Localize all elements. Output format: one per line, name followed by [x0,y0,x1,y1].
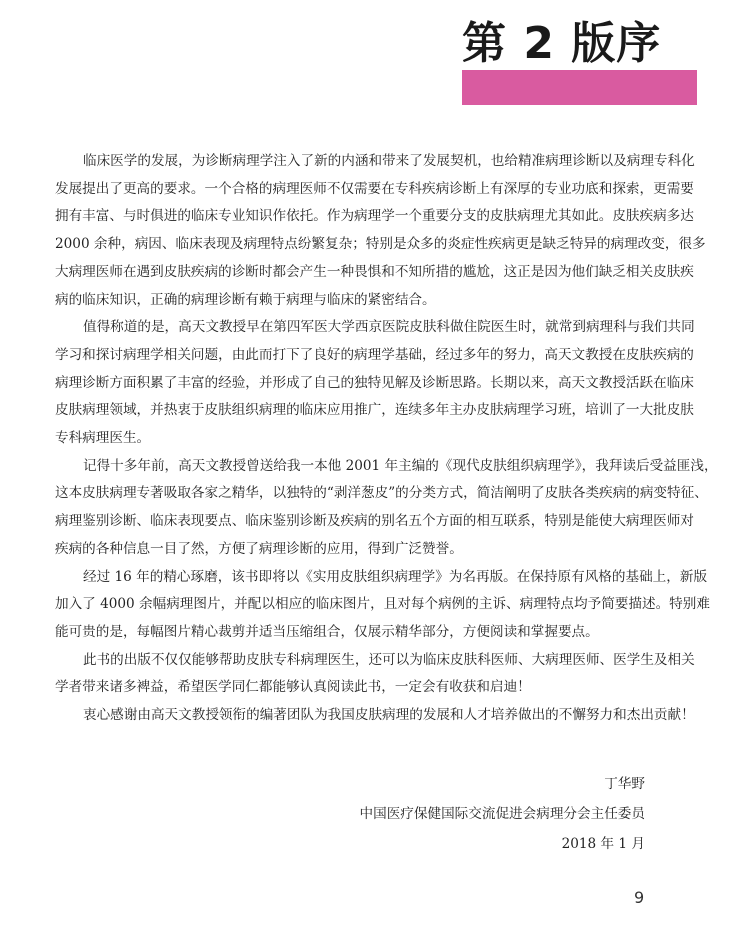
signature-date: 2018 年 1 月 [561,836,645,852]
page-title: 第 2 版序 [462,18,662,69]
paragraph [55,453,718,564]
text-line: 临床医学的发展，为诊断病理学注入了新的内涵和带来了发展契机，也给精准病理诊断以及病理专科化 [83,153,695,169]
text-line: 发展提出了更高的要求。一个合格的病理医师不仅需要在专科疾病诊断上有深厚的专业功底和探索，更需要 [55,180,694,197]
text-line: 记得十多年前，高天文教授曾送给我一本他 2001 年主编的《现代皮肤组织病理学》，我拜读后受益匪浅， [83,457,718,474]
page-number: 9 [634,888,645,907]
text-line: 拥有丰富、与时俱进的临床专业知识作依托。作为病理学一个重要分支的皮肤病理尤其如此。皮肤疾病多达 [55,208,694,225]
text-line: 学习和探讨病理学相关问题，由此而打下了良好的病理学基础，经过多年的努力，高天文教授在皮肤疾病的 [55,346,694,363]
text-line: 这本皮肤病理专著吸取各家之精华，以独特的“剥洋葱皮”的分类方式，简洁阐明了皮肤各类疾病的病变特征、 [55,485,708,502]
title-accent-bar [462,70,697,105]
paragraph [55,564,710,647]
text-line: 值得称道的是，高天文教授早在第四军医大学西京医院皮肤科做住院医生时，就常到病理科与我们共同 [83,319,695,336]
text-line: 经过 16 年的精心琢磨，该书即将以《实用皮肤组织病理学》为名再版。在保持原有风格的基础上，新版 [83,568,708,585]
text-line: 疾病的各种信息一目了然，方便了病理诊断的应用，得到广泛赞誉。 [55,540,463,557]
paragraph [55,702,695,730]
preface-body [55,148,718,730]
text-line: 2000 余种，病因、临床表现及病理特点纷繁复杂；特别是众多的炎症性疾病更是缺乏特异的病理改变，很多 [55,236,706,253]
text-line: 此书的出版不仅仅能够帮助皮肤专科病理医生，还可以为临床皮肤科医师、大病理医师、医学生及相关 [83,651,695,668]
text-line: 专科病理医生。 [55,430,151,447]
text-line: 病的临床知识，正确的病理诊断有赖于病理与临床的紧密结合。 [55,291,436,308]
paragraph [55,314,695,453]
text-line: 大病理医师在遇到皮肤疾病的诊断时都会产生一种畏惧和不知所措的尴尬，这正是因为他们缺乏相关皮肤疾 [55,263,694,280]
paragraph [55,647,695,702]
text-line: 学者带来诸多裨益，希望医学同仁都能够认真阅读此书，一定会有收获和启迪！ [55,679,531,696]
text-line: 病理诊断方面积累了丰富的经验，并形成了自己的独特见解及诊断思路。长期以来，高天文教授活跃在临床 [55,374,694,391]
text-line: 皮肤病理领域，并热衷于皮肤组织病理的临床应用推广，连续多年主办皮肤病理学习班，培训了一大批皮肤 [55,402,694,419]
signature-name: 丁华野 [604,776,645,792]
text-line: 病理鉴别诊断、临床表现要点、临床鉴别诊断及疾病的别名五个方面的相互联系，特别是能使大病理医师对 [55,513,694,530]
text-line: 衷心感谢由高天文教授领衔的编著团队为我国皮肤病理的发展和人才培养做出的不懈努力和杰出贡献！ [83,707,695,724]
text-line: 能可贵的是，每幅图片精心裁剪并适当压缩组合，仅展示精华部分，方便阅读和掌握要点。 [55,623,599,640]
text-line: 加入了 4000 余幅病理图片，并配以相应的临床图片，且对每个病例的主诉、病理特点均予简要描述。特别难 [55,596,710,613]
paragraph [55,148,706,314]
signature-position: 中国医疗保健国际交流促进会病理分会主任委员 [359,806,645,822]
